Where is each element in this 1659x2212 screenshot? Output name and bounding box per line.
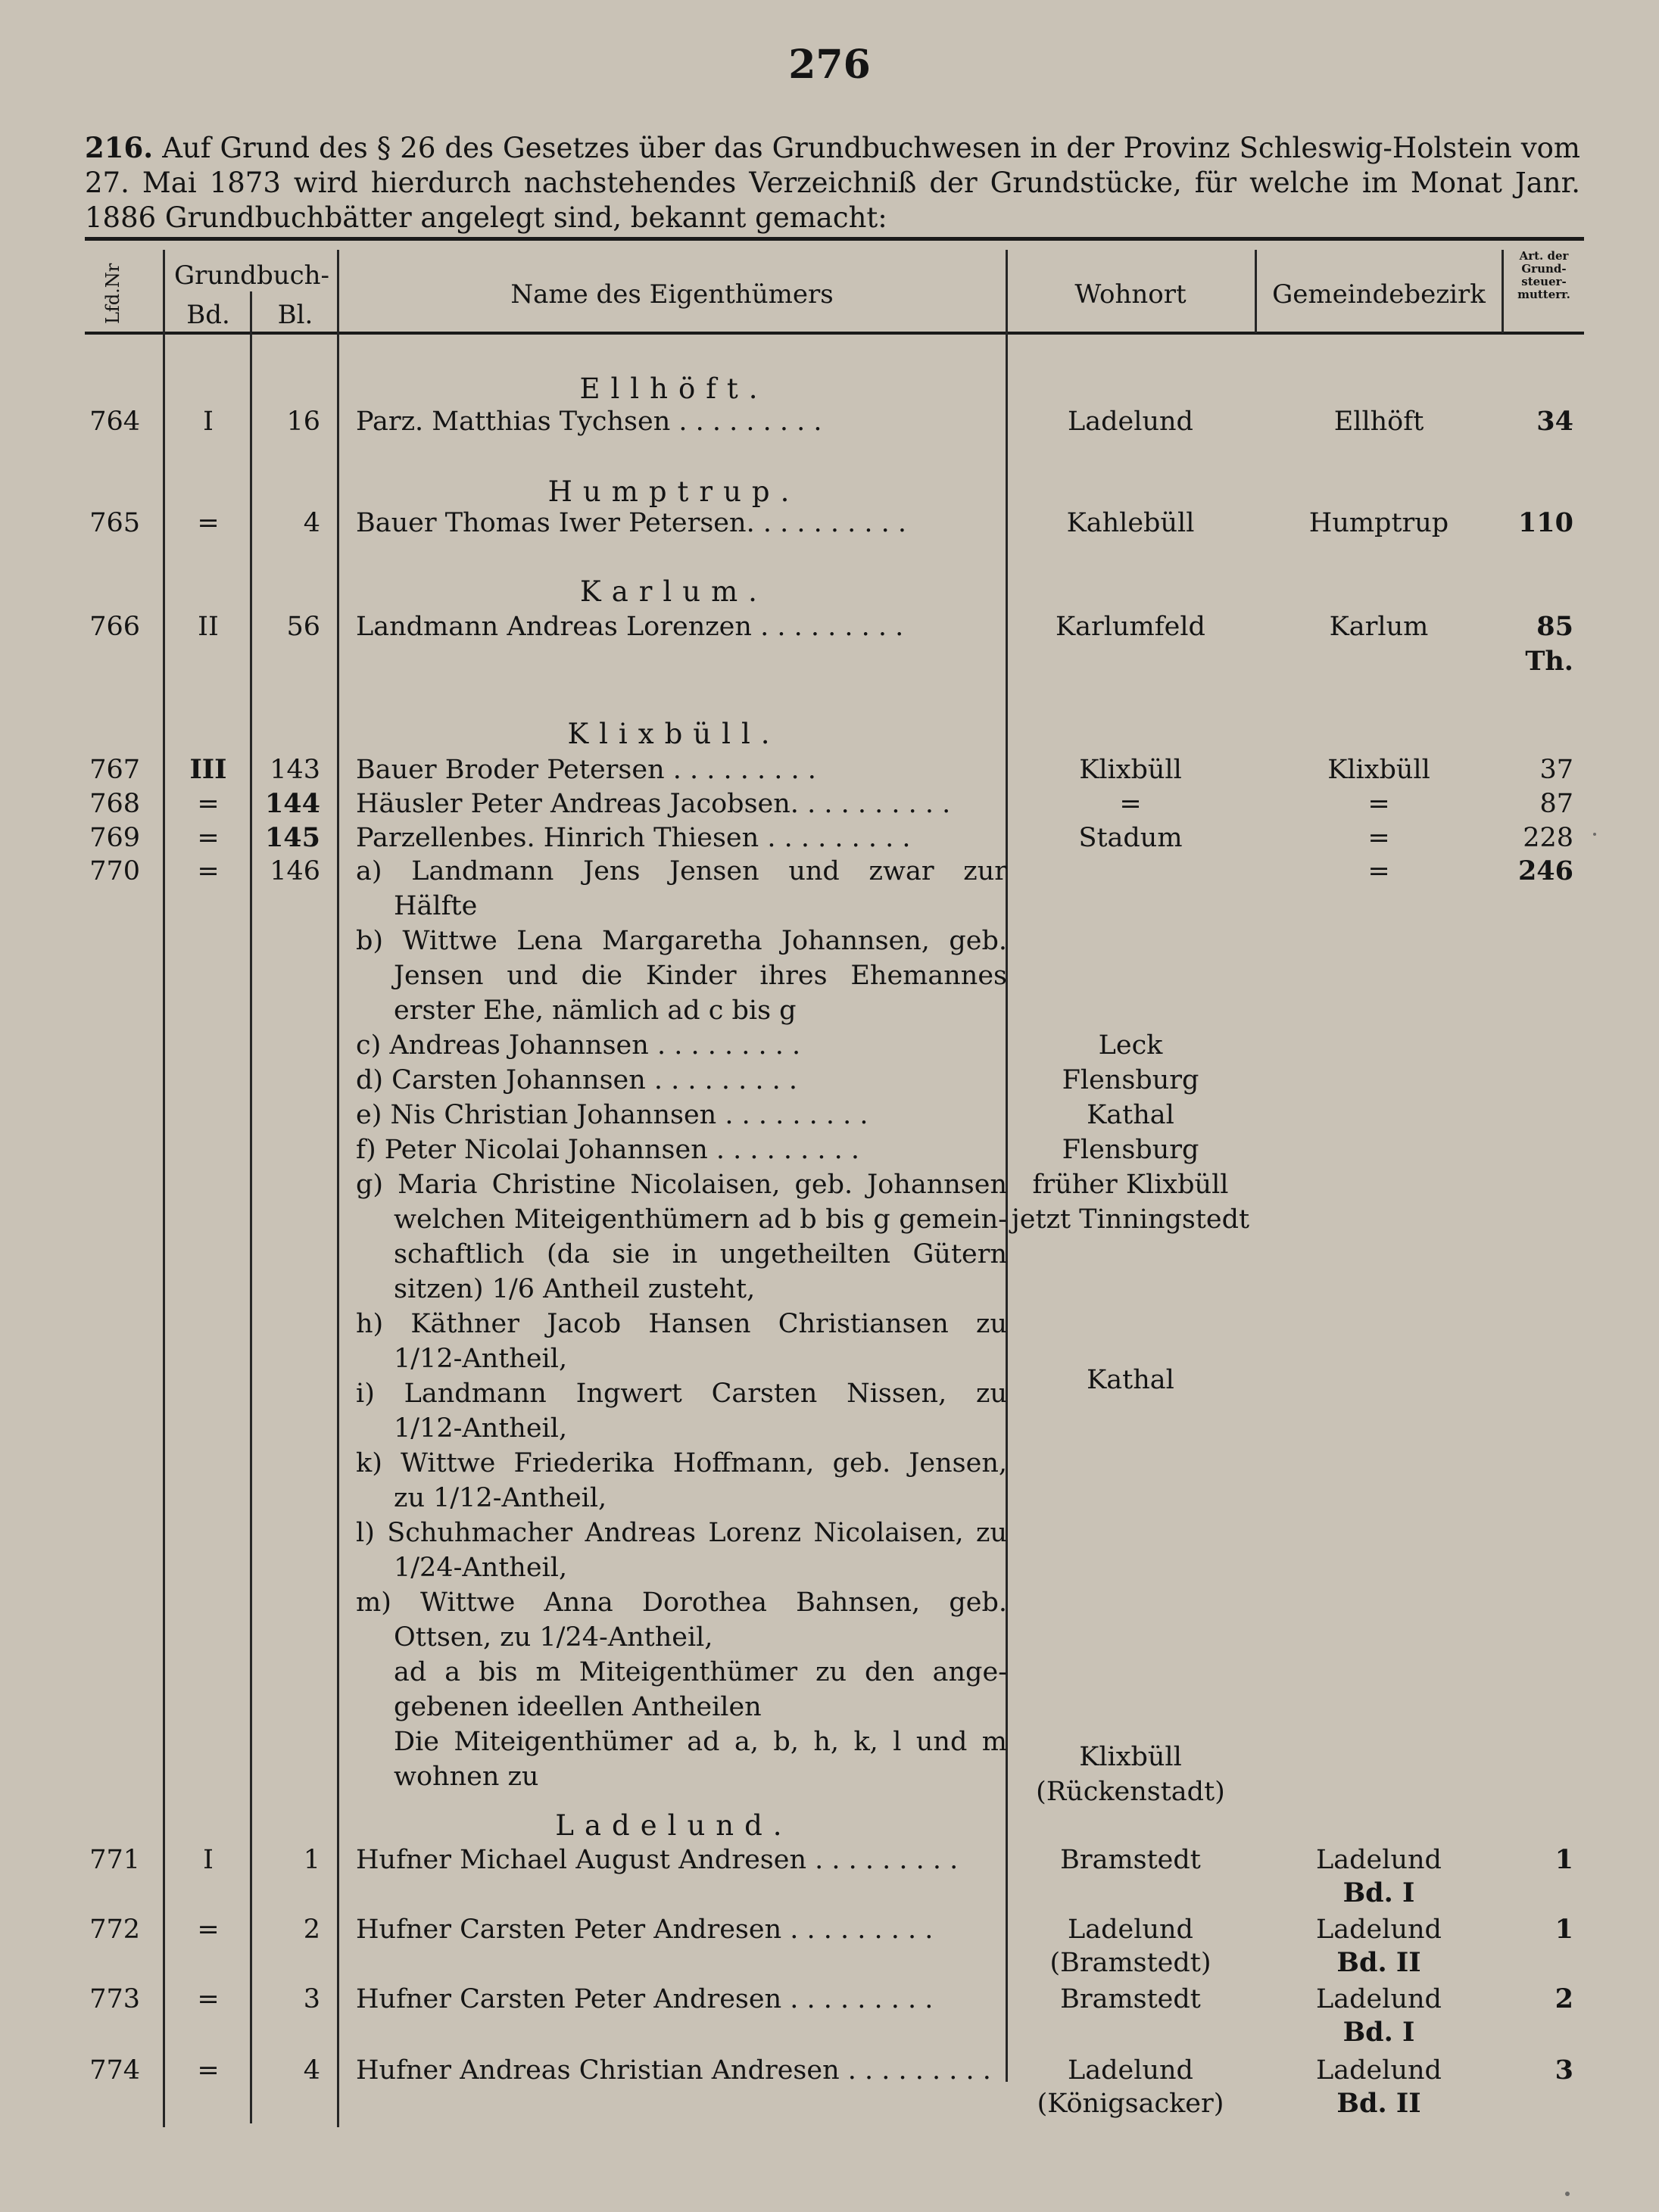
row-773-gemeinde-bd: Bd. I bbox=[1342, 2017, 1415, 2048]
row-764-name-text: Parz. Matthias Tychsen bbox=[356, 407, 671, 437]
leader-dots: . . . . . . . . . bbox=[760, 612, 904, 642]
header-wohnort: Wohnort bbox=[1074, 279, 1187, 310]
row-765-art: 110 bbox=[1517, 507, 1573, 538]
row-771-art: 1 bbox=[1555, 1844, 1573, 1875]
row-767-bl: 143 bbox=[270, 755, 320, 785]
leader-dots: . . . . . . . . . bbox=[807, 789, 951, 819]
row-769-bd: = bbox=[197, 823, 220, 853]
row-774-bd: = bbox=[197, 2055, 220, 2086]
row-769-nr: 769 bbox=[89, 823, 140, 853]
column-line bbox=[337, 250, 339, 2127]
row-770-bl: 146 bbox=[270, 856, 320, 886]
row-770-owner-list bbox=[356, 854, 1007, 1794]
leader-dots: . . . . . . . . . bbox=[790, 1914, 934, 1945]
row-770-wohnort-frueher: früher Klixbüll bbox=[1032, 1170, 1229, 1200]
leader-dots: . . . . . . . . . bbox=[672, 755, 816, 785]
row-770-art: 246 bbox=[1517, 855, 1573, 886]
owner-line bbox=[356, 1132, 1007, 1167]
owner-line: gebenen ideellen Antheilen bbox=[394, 1692, 762, 1722]
row-771-name-text: Hufner Michael August Andresen bbox=[356, 1845, 806, 1875]
leader-dots: . . . . . . . . . bbox=[767, 823, 911, 853]
owner-line: Ottsen, zu 1/24-Antheil, bbox=[394, 1622, 713, 1653]
row-765-bd: = bbox=[197, 508, 220, 538]
row-765-name bbox=[356, 506, 906, 541]
header-grundbuch: Grundbuch- bbox=[173, 260, 330, 291]
row-764-gemeinde: Ellhöft bbox=[1333, 407, 1424, 437]
header-lfd-nr: Lfd.Nr bbox=[102, 263, 123, 324]
row-772-bd: = bbox=[197, 1914, 220, 1945]
owner-line: b) Wittwe Lena Margaretha Johannsen, geb. bbox=[356, 926, 1007, 956]
leader-dots: . . . . . . . . . bbox=[847, 2055, 991, 2086]
row-766-wohnort: Karlumfeld bbox=[1056, 612, 1205, 642]
row-768-name-text: Häusler Peter Andreas Jacobsen. bbox=[356, 789, 799, 819]
row-771-nr: 771 bbox=[89, 1845, 140, 1875]
row-767-name-text: Bauer Broder Petersen bbox=[356, 755, 665, 785]
column-line bbox=[1502, 250, 1504, 333]
row-767-bd: III bbox=[189, 754, 227, 785]
row-773-gemeinde: Ladelund bbox=[1316, 1984, 1442, 2014]
leader-dots: . . . . . . . . . bbox=[656, 1030, 801, 1061]
row-767-gemeinde: Klixbüll bbox=[1327, 755, 1430, 785]
row-772-art: 1 bbox=[1555, 1914, 1573, 1945]
row-772-wohnort: Ladelund bbox=[1068, 1914, 1193, 1945]
row-770-wohnort-kathal: Kathal bbox=[1087, 1100, 1174, 1130]
row-772-bl: 2 bbox=[303, 1914, 320, 1945]
row-768-art: 87 bbox=[1539, 789, 1573, 819]
row-772-gemeinde: Ladelund bbox=[1316, 1914, 1442, 1945]
leader-dots: . . . . . . . . . bbox=[725, 1100, 868, 1130]
row-769-name-text: Parzellenbes. Hinrich Thiesen bbox=[356, 823, 759, 853]
row-771-wohnort: Bramstedt bbox=[1060, 1845, 1201, 1875]
leader-dots: . . . . . . . . . bbox=[790, 1984, 934, 2014]
row-765-name-text: Bauer Thomas Iwer Petersen. bbox=[356, 508, 755, 538]
row-768-gemeinde: = bbox=[1367, 789, 1390, 819]
owner-line: 1/12-Antheil, bbox=[394, 1413, 568, 1444]
row-773-name bbox=[356, 1982, 933, 2017]
row-771-bl: 1 bbox=[303, 1845, 320, 1875]
row-770-wohnort-kathal-2: Kathal bbox=[1087, 1365, 1174, 1395]
owner-line: schaftlich (da sie in ungetheilten Gütern bbox=[394, 1239, 1007, 1270]
row-767-wohnort: Klixbüll bbox=[1079, 755, 1182, 785]
row-766-name bbox=[356, 609, 903, 644]
header-bd: Bd. bbox=[186, 300, 230, 330]
row-772-nr: 772 bbox=[89, 1914, 140, 1945]
owner-line: l) Schuhmacher Andreas Lorenz Nicolaisen, zu bbox=[356, 1518, 1007, 1548]
header-art: Art. der Grund- steuer- mutterr. bbox=[1517, 249, 1570, 301]
row-768-name bbox=[356, 787, 950, 821]
notice-text: Auf Grund des § 26 des Gesetzes über das Grundbuchwesen in der Provinz Schleswig-Holstein vom 27. Mai 1873 wird hierdurch nachstehendes Verzeichniß der Grundstücke, für welche im Monat Janr. 1886 Grundbuchbätter angelegt sind, bekannt gemacht: bbox=[85, 132, 1580, 234]
row-766-gemeinde: Karlum bbox=[1329, 612, 1429, 642]
paper-speck bbox=[1565, 2192, 1570, 2196]
row-772-wohnort-line2: (Bramstedt) bbox=[1049, 1948, 1212, 1978]
header-name: Name des Eigenthümers bbox=[510, 279, 834, 310]
column-line bbox=[250, 291, 252, 2123]
owner-line: 1/24-Antheil, bbox=[394, 1553, 568, 1583]
row-773-art: 2 bbox=[1555, 1983, 1573, 2014]
intro-paragraph bbox=[85, 130, 1580, 235]
owner-line: ad a bis m Miteigenthümer zu den ange- bbox=[394, 1657, 1007, 1687]
row-766-name-text: Landmann Andreas Lorenzen bbox=[356, 612, 752, 642]
row-765-nr: 765 bbox=[89, 508, 140, 538]
section-humptrup: Humptrup. bbox=[547, 475, 800, 508]
row-770-gemeinde: = bbox=[1367, 856, 1390, 886]
leader-dots: . . . . . . . . . bbox=[815, 1845, 959, 1875]
row-774-gemeinde: Ladelund bbox=[1316, 2055, 1442, 2086]
row-774-name-text: Hufner Andreas Christian Andresen bbox=[356, 2055, 840, 2086]
owner-line: a) Landmann Jens Jensen und zwar zur bbox=[356, 856, 1007, 886]
row-769-gemeinde: = bbox=[1367, 823, 1390, 853]
row-774-wohnort: Ladelund bbox=[1068, 2055, 1193, 2086]
row-771-name bbox=[356, 1843, 958, 1877]
row-773-nr: 773 bbox=[89, 1984, 140, 2014]
row-774-nr: 774 bbox=[89, 2055, 140, 2086]
owner-line: k) Wittwe Friederika Hoffmann, geb. Jensen, bbox=[356, 1448, 1007, 1478]
owner-name: e) Nis Christian Johannsen bbox=[356, 1100, 717, 1130]
section-karlum: Karlum. bbox=[580, 575, 768, 608]
row-770-wohnort-leck: Leck bbox=[1098, 1030, 1163, 1061]
paper-speck bbox=[1593, 833, 1596, 836]
row-764-wohnort: Ladelund bbox=[1068, 407, 1193, 437]
row-766-art: 85 bbox=[1536, 611, 1573, 642]
row-774-name bbox=[356, 2053, 991, 2088]
owner-line bbox=[356, 1098, 1007, 1132]
owner-line bbox=[356, 1028, 1007, 1063]
owner-line: welchen Miteigenthümern ad b bis g gemein- bbox=[394, 1204, 1007, 1235]
owner-line: wohnen zu bbox=[394, 1762, 539, 1792]
row-766-art-line2: Th. bbox=[1525, 646, 1573, 677]
row-771-gemeinde: Ladelund bbox=[1316, 1845, 1442, 1875]
row-769-bl: 145 bbox=[264, 822, 320, 853]
row-772-name-text: Hufner Carsten Peter Andresen bbox=[356, 1914, 782, 1945]
owner-line: g) Maria Christine Nicolaisen, geb. Johannsen bbox=[356, 1170, 1007, 1200]
section-ladelund: Ladelund. bbox=[555, 1809, 793, 1842]
column-line bbox=[163, 250, 165, 2127]
row-767-nr: 767 bbox=[89, 755, 140, 785]
row-769-name bbox=[356, 821, 910, 855]
table-top-rule bbox=[85, 237, 1584, 241]
row-774-wohnort-line2: (Königsacker) bbox=[1037, 2089, 1224, 2119]
owner-name: c) Andreas Johannsen bbox=[356, 1030, 649, 1061]
row-769-wohnort: Stadum bbox=[1078, 823, 1183, 853]
row-764-bl: 16 bbox=[286, 407, 320, 437]
row-771-bd: I bbox=[203, 1845, 214, 1875]
row-774-art: 3 bbox=[1555, 2055, 1573, 2086]
row-766-bd: II bbox=[198, 612, 219, 642]
row-770-bd: = bbox=[197, 856, 220, 886]
owner-line: Hälfte bbox=[394, 891, 478, 921]
row-771-gemeinde-bd: Bd. I bbox=[1342, 1877, 1415, 1908]
row-770-wohnort-klixbuell: Klixbüll bbox=[1079, 1742, 1182, 1772]
row-774-gemeinde-bd: Bd. II bbox=[1336, 2088, 1421, 2119]
owner-name: d) Carsten Johannsen bbox=[356, 1065, 646, 1095]
row-764-name bbox=[356, 404, 822, 439]
row-765-gemeinde: Humptrup bbox=[1308, 508, 1449, 538]
row-770-nr: 770 bbox=[89, 856, 140, 886]
row-764-bd: I bbox=[203, 407, 214, 437]
row-773-bl: 3 bbox=[303, 1984, 320, 2014]
notice-number: 216. bbox=[85, 131, 154, 164]
row-772-gemeinde-bd: Bd. II bbox=[1336, 1947, 1421, 1978]
owner-line bbox=[356, 1063, 1007, 1098]
owner-line: Jensen und die Kinder ihres Ehemannes bbox=[394, 961, 1007, 991]
owner-line: Die Miteigenthümer ad a, b, h, k, l und m bbox=[394, 1727, 1007, 1757]
row-767-art: 37 bbox=[1539, 755, 1573, 785]
row-768-bd: = bbox=[197, 789, 220, 819]
page-number: 276 bbox=[788, 42, 871, 88]
owner-name: f) Peter Nicolai Johannsen bbox=[356, 1135, 708, 1165]
leader-dots: . . . . . . . . . bbox=[716, 1135, 860, 1165]
row-770-wohnort-rueckenstadt: (Rückenstadt) bbox=[1036, 1777, 1225, 1807]
row-774-bl: 4 bbox=[303, 2055, 320, 2086]
header-gemeindebezirk: Gemeindebezirk bbox=[1272, 279, 1486, 310]
row-765-wohnort: Kahlebüll bbox=[1066, 508, 1195, 538]
owner-line: sitzen) 1/6 Antheil zusteht, bbox=[394, 1274, 756, 1304]
owner-line: i) Landmann Ingwert Carsten Nissen, zu bbox=[356, 1379, 1007, 1409]
row-773-wohnort: Bramstedt bbox=[1060, 1984, 1201, 2014]
owner-line: erster Ehe, nämlich ad c bis g bbox=[394, 995, 797, 1026]
owner-line: 1/12-Antheil, bbox=[394, 1344, 568, 1374]
leader-dots: . . . . . . . . . bbox=[653, 1065, 798, 1095]
row-767-name bbox=[356, 752, 816, 787]
leader-dots: . . . . . . . . . bbox=[678, 407, 822, 437]
row-766-bl: 56 bbox=[286, 612, 320, 642]
row-770-wohnort-flensburg-2: Flensburg bbox=[1062, 1135, 1199, 1165]
row-768-bl: 144 bbox=[264, 788, 320, 819]
owner-line: h) Käthner Jacob Hansen Christiansen zu bbox=[356, 1309, 1007, 1339]
row-773-bd: = bbox=[197, 1984, 220, 2014]
leader-dots: . . . . . . . . . bbox=[762, 508, 906, 538]
row-769-art: 228 bbox=[1523, 823, 1573, 853]
row-764-nr: 764 bbox=[89, 407, 140, 437]
section-ellhoeft: Ellhöft. bbox=[579, 372, 769, 405]
row-770-wohnort-flensburg: Flensburg bbox=[1062, 1065, 1199, 1095]
header-bl: Bl. bbox=[277, 300, 313, 330]
owner-line: zu 1/12-Antheil, bbox=[394, 1483, 607, 1513]
section-klixbuell: Klixbüll. bbox=[567, 718, 781, 750]
row-770-wohnort-jetzt: jetzt Tinningstedt bbox=[1011, 1204, 1250, 1235]
row-768-nr: 768 bbox=[89, 789, 140, 819]
owner-line: m) Wittwe Anna Dorothea Bahnsen, geb. bbox=[356, 1587, 1007, 1618]
row-765-bl: 4 bbox=[303, 508, 320, 538]
row-764-art: 34 bbox=[1536, 406, 1573, 437]
row-768-wohnort: = bbox=[1119, 789, 1142, 819]
row-772-name bbox=[356, 1912, 933, 1947]
row-773-name-text: Hufner Carsten Peter Andresen bbox=[356, 1984, 782, 2014]
row-766-nr: 766 bbox=[89, 612, 140, 642]
